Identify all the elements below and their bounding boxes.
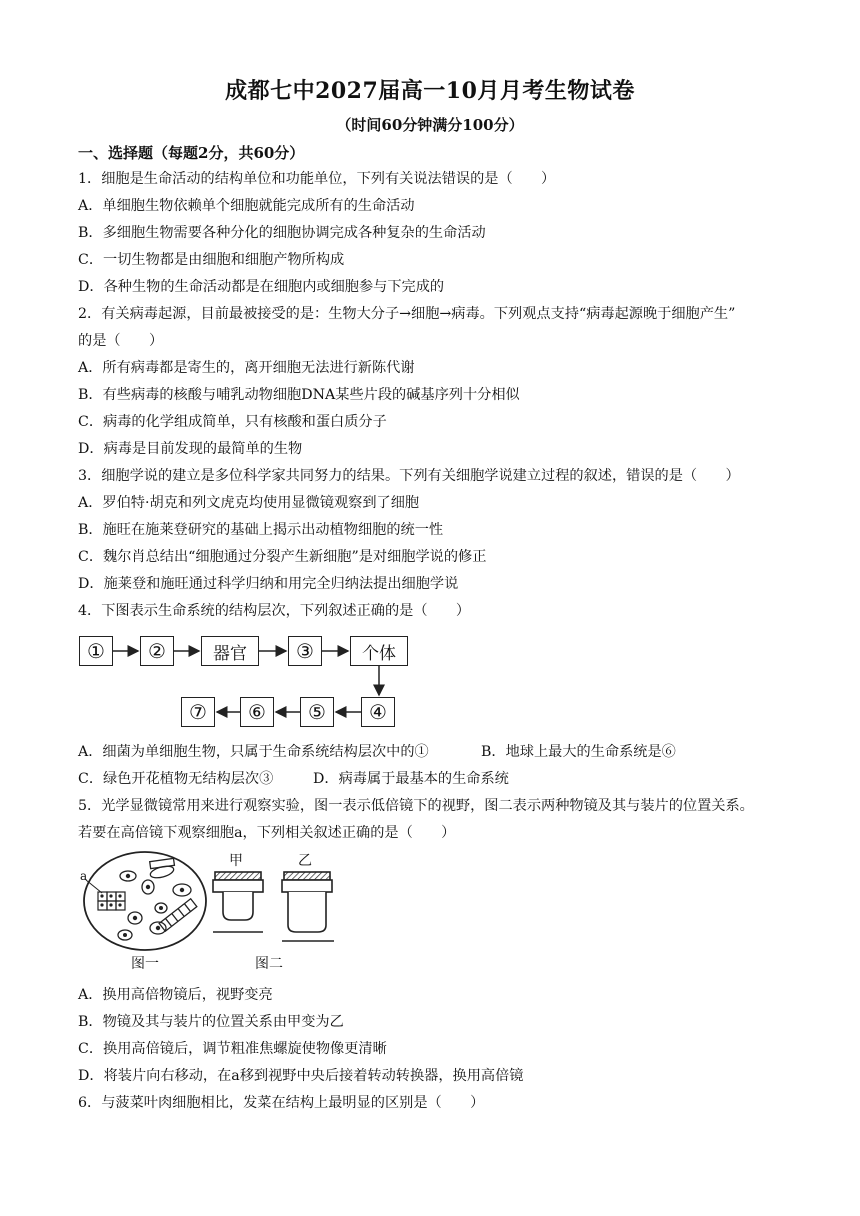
diagram-box-6: ⑥ [240,697,274,727]
diagram-box-4: ④ [361,697,395,727]
question-2-option-d: D．病毒是目前发现的最简单的生物 [78,441,303,457]
exam-subtitle: （时间60分钟满分100分） [336,116,524,134]
diagram-box-1: ① [79,636,113,666]
section-heading: 一、选择题（每题2分，共60分） [78,144,305,162]
question-2-option-a: A．所有病毒都是寄生的，离开细胞无法进行新陈代谢 [78,360,415,376]
question-2-option-b: B．有些病毒的核酸与哺乳动物细胞DNA某些片段的碱基序列十分相似 [78,387,520,403]
question-4-option-b: B．地球上最大的生命系统是⑥ [481,744,676,760]
question-2-stem-continued: 的是（ ） [78,333,164,349]
diagram-box-5: ⑤ [300,697,334,727]
question-4-stem: 4．下图表示生命系统的结构层次，下列叙述正确的是（ ） [78,603,471,619]
question-5-option-a: A．换用高倍物镜后，视野变亮 [78,987,273,1003]
question-3-option-c: C．魏尔肖总结出“细胞通过分裂产生新细胞”是对细胞学说的修正 [78,549,487,565]
question-5-stem-continued: 若要在高倍镜下观察细胞a，下列相关叙述正确的是（ ） [78,825,456,841]
diagram-box-7: ⑦ [181,697,215,727]
figure-1-caption: 图一 [131,956,159,972]
diagram-box-organ: 器官 [201,636,259,666]
question-6-stem: 6．与菠菜叶肉细胞相比，发菜在结构上最明显的区别是（ ） [78,1095,485,1111]
figure-2-caption: 图二 [255,956,283,972]
question-2-stem: 2．有关病毒起源，目前最被接受的是：生物大分子→细胞→病毒。下列观点支持“病毒起源晚于细胞产生” [78,306,736,322]
diagram-box-2: ② [140,636,174,666]
question-2-option-c: C．病毒的化学组成简单，只有核酸和蛋白质分子 [78,414,387,430]
exam-title: 成都七中2027届高一10月月考生物试卷 [225,78,635,104]
question-5-option-b: B．物镜及其与装片的位置关系由甲变为乙 [78,1014,344,1030]
lens-yi-label: 乙 [298,853,312,869]
question-1-option-b: B．多细胞生物需要各种分化的细胞协调完成各种复杂的生命活动 [78,225,486,241]
diagram-box-3: ③ [288,636,322,666]
question-3-option-b: B．施旺在施莱登研究的基础上揭示出动植物细胞的统一性 [78,522,444,538]
cell-a-label: a [80,869,88,883]
diagram-box-individual: 个体 [350,636,408,666]
question-5-stem: 5．光学显微镜常用来进行观察实验，图一表示低倍镜下的视野，图二表示两种物镜及其与装片的位置关系。 [78,798,754,814]
question-3-option-d: D．施莱登和施旺通过科学归纳和用完全归纳法提出细胞学说 [78,576,459,592]
question-4-option-a: A．细菌为单细胞生物，只属于生命系统结构层次中的① [78,744,429,760]
question-1-option-d: D．各种生物的生命活动都是在细胞内或细胞参与下完成的 [78,279,445,295]
question-3-option-a: A．罗伯特·胡克和列文虎克均使用显微镜观察到了细胞 [78,495,420,511]
question-1-option-a: A．单细胞生物依赖单个细胞就能完成所有的生命活动 [78,198,415,214]
question-3-stem: 3．细胞学说的建立是多位科学家共同努力的结果。下列有关细胞学说建立过程的叙述，错误的是（ ） [78,468,740,484]
question-1-stem: 1．细胞是生命活动的结构单位和功能单位，下列有关说法错误的是（ ） [78,171,556,187]
question-4-option-d: D．病毒属于最基本的生命系统 [313,771,509,787]
question-5-option-c: C．换用高倍镜后，调节粗准焦螺旋使物像更清晰 [78,1041,387,1057]
question-1-option-c: C．一切生物都是由细胞和细胞产物所构成 [78,252,345,268]
question-4-option-c: C．绿色开花植物无结构层次③ [78,771,274,787]
question-5-option-d: D．将装片向右移动，在a移到视野中央后接着转动转换器，换用高倍镜 [78,1068,524,1084]
lens-jia-label: 甲 [229,853,243,869]
